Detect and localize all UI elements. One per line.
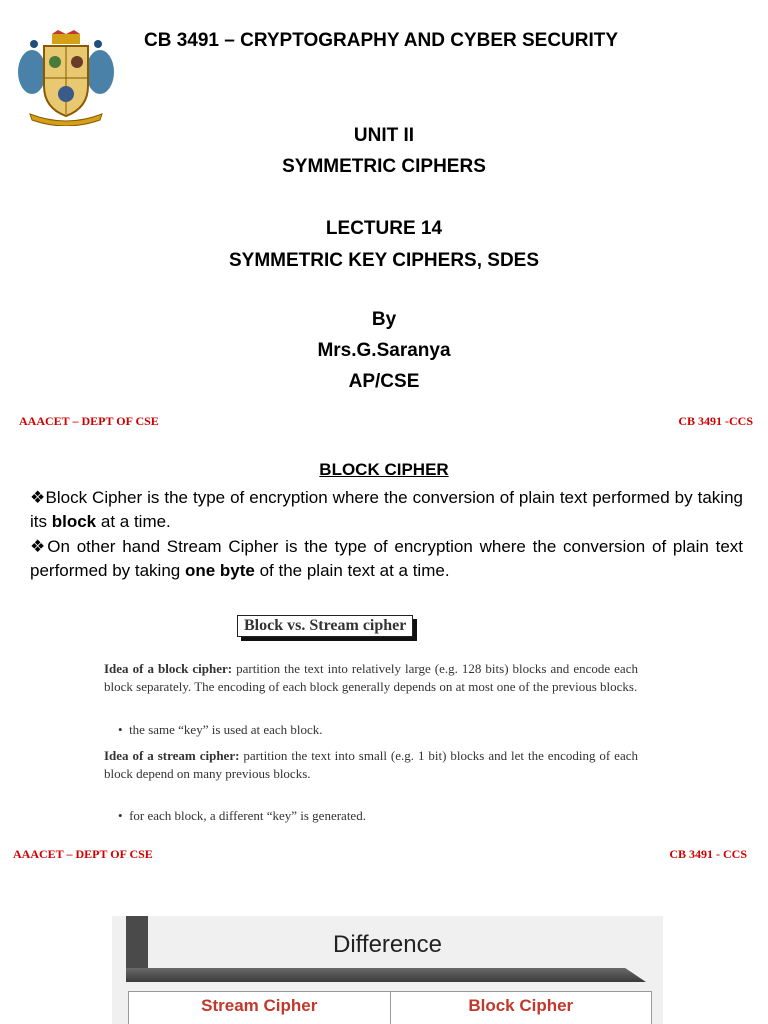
bullet-block-cipher: [30, 486, 743, 534]
block-vs-stream-figure: [100, 610, 645, 830]
college-logo: [16, 30, 116, 126]
bullet-dot-icon: •: [118, 722, 123, 737]
bullet-text: On other hand Stream Cipher is the type of encryption where the conversion of plain text performed by taking: [30, 537, 743, 580]
bullet-text: Block Cipher is the type of encryption where the conversion of plain text performed by taking its: [30, 488, 743, 531]
unit-label: UNIT II: [353, 125, 415, 146]
stream-idea-body: partition the text into small (e.g. 1 bit) blocks and let the encoding of each block depend on many previous blocks.: [104, 748, 638, 781]
difference-slide: [112, 916, 663, 1024]
lecture-title: SYMMETRIC KEY CIPHERS, SDES: [228, 250, 540, 271]
bullet-bold: block: [51, 512, 97, 531]
figure-title: Block vs. Stream cipher: [244, 617, 407, 634]
stream-idea-lead: Idea of a stream cipher:: [104, 748, 240, 763]
diamond-bullet-icon: ❖: [30, 537, 48, 556]
diamond-bullet-icon: ❖: [30, 488, 46, 507]
footer-left: AAACET – DEPT OF CSE: [19, 414, 159, 428]
stream-idea-bullet: [118, 807, 366, 825]
author-designation: AP/CSE: [348, 371, 420, 392]
block-idea-text: [104, 660, 638, 696]
footer-left-2: AAACET – DEPT OF CSE: [13, 847, 153, 861]
block-idea-body: partition the text into relatively large (e.g. 128 bits) blocks and encode each block separately. The encoding of each block generally depends on at most one of the previous blocks.: [104, 661, 638, 694]
stream-bullet-text: for each block, a different “key” is generated.: [129, 808, 366, 823]
block-cipher-heading: BLOCK CIPHER: [319, 460, 449, 479]
course-title: CB 3491 – CRYPTOGRAPHY AND CYBER SECURITY: [144, 30, 619, 51]
difference-heading: Difference: [333, 931, 442, 958]
heading-bar-horizontal: [126, 968, 646, 982]
col-header-block: Block Cipher: [468, 996, 574, 1015]
figure-title-box: [237, 615, 413, 637]
stream-idea-text: [104, 747, 638, 783]
lecture-label: LECTURE 14: [325, 218, 443, 239]
bullet-stream-cipher: [30, 535, 743, 583]
by-label: By: [371, 309, 397, 330]
block-bullet-text: the same “key” is used at each block.: [129, 722, 323, 737]
author-name: Mrs.G.Saranya: [317, 340, 451, 361]
footer-right-2: CB 3491 - CCS: [669, 847, 747, 861]
block-idea-lead: Idea of a block cipher:: [104, 661, 233, 676]
unit-title: SYMMETRIC CIPHERS: [282, 156, 486, 177]
footer-right: CB 3491 -CCS: [678, 414, 753, 428]
block-idea-bullet: [118, 721, 323, 739]
bullet-text-end: of the plain text at a time.: [254, 561, 450, 580]
bullet-dot-icon: •: [118, 808, 123, 823]
comparison-table: [128, 991, 652, 1024]
bullet-text-end: at a time.: [96, 512, 171, 531]
bullet-bold: one byte: [184, 561, 255, 580]
col-header-stream: Stream Cipher: [129, 992, 391, 1024]
